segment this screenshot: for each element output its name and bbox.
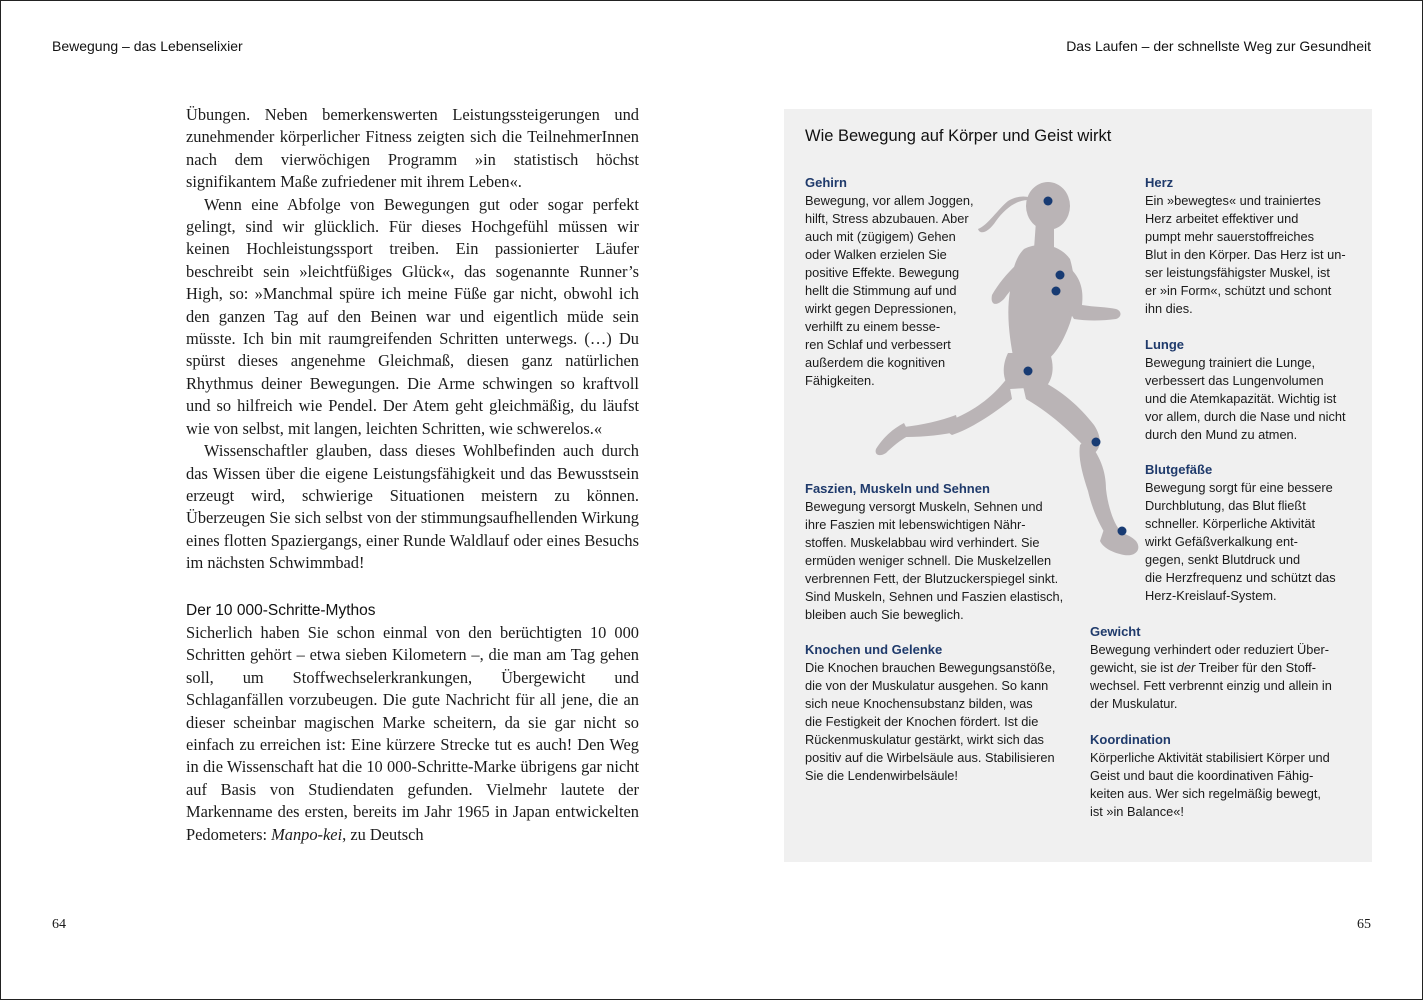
page-number-right: 65 [1357, 917, 1371, 932]
paragraph-4-text-start: Sicherlich haben Sie schon einmal von den berüchtigten 10 000 Schritten gehört – etwa sieben Kilometern –, die man am Tag gehen soll, um Stoffwechselerkrankungen, Übergewicht und Schlaganfällen vorzubeugen. Die gute Nachricht für all jene, die an dieser scheinbar magischen Marke scheitern, da sie gar nicht so einfach zu erreichen ist: Eine kürzere Strecke tut es auch! Den Weg in die Wissenschaft hat die 10 000-Schritte-Marke übrigens gar nicht auf Basis von Studiendaten gefunden. Vielmehr lautete der Markenname des ersten, bereits im Jahr 1965 in Japan entwickelten Pedometers: [186, 622, 639, 844]
topic-lunge-heading: Lunge [1145, 337, 1184, 352]
body-paragraph-1: Übungen. Neben bemerkenswerten Leistungssteigerungen und zunehmender körperlicher Fitness zeigten sich die TeilnehmerInnen nach dem vierwöchigen Programm »in statistisch höchst signifikantem Maße zufriedener mit ihrem Leben«. [186, 105, 639, 192]
topic-gehirn-heading: Gehirn [805, 175, 847, 190]
topic-blutgefaesse-heading: Blutgefäße [1145, 462, 1213, 477]
topic-gewicht-text-start: Bewegung verhindert oder reduziert Über- gewicht, sie ist [1090, 642, 1330, 675]
topic-knochen-text: Die Knochen brauchen Bewegungsanstöße, die von der Muskulatur ausgehen. So kann sich neue Knochensubstanz bilden, was die Festigkeit der Knochen fördert. Ist die Rückenmuskulatur gestärkt, wirkt sich das positiv auf die Wirbelsäule aus. Stabilisieren Sie die Lendenwirbelsäule! [805, 660, 1056, 783]
lung-marker-dot [1052, 287, 1061, 296]
topic-lunge [1145, 336, 1346, 444]
topic-knochen-heading: Knochen und Gelenke [805, 642, 943, 657]
muscle-marker-dot [1024, 367, 1033, 376]
topic-lunge-text: Bewegung trainiert die Lunge, verbessert das Lungenvolumen und die Atemkapazität. Wichtig ist vor allem, durch die Nase und nicht durch den Mund zu atmen. [1145, 355, 1346, 442]
topic-faszien [805, 480, 1063, 624]
brain-marker-dot [1044, 197, 1053, 206]
paragraph-4-text-end: , zu Deutsch [342, 824, 424, 844]
topic-herz-text: Ein »bewegtes« und trainiertes Herz arbeitet effektiver und pumpt mehr sauerstoffreiches Blut in den Körper. Das Herz ist un- ser leistungsfähigster Muskel, ist er »in Form«, schützt und schont ihn dies. [1145, 193, 1346, 316]
paragraph-4-italic-term: Manpo-kei [271, 824, 343, 844]
body-paragraph-4 [186, 622, 639, 846]
topic-herz [1145, 174, 1346, 318]
section-heading: Der 10 000-Schritte-Mythos [186, 601, 376, 619]
running-head-left: Bewegung – das Lebenselixier [52, 38, 243, 54]
heart-marker-dot [1056, 271, 1065, 280]
infobox-title: Wie Bewegung auf Körper und Geist wirkt [805, 127, 1112, 145]
topic-blutgefaesse-text: Bewegung sorgt für eine bessere Durchblutung, das Blut fließt schneller. Körperliche Aktivität wirkt Gefäßverkalkung ent- gegen, senkt Blutdruck und die Herzfrequenz und schützt das Herz-Kreislauf-System. [1145, 480, 1336, 603]
topic-gewicht-text-end: Treiber für den Stoff- wechsel. Fett verbrennt einzig und allein in der Muskulatur. [1090, 660, 1332, 711]
left-page-text-column [186, 104, 639, 846]
topic-gehirn [805, 174, 974, 390]
topic-gewicht-text [1090, 641, 1332, 713]
topic-gewicht [1090, 623, 1332, 713]
running-head-right: Das Laufen – der schnellste Weg zur Gesundheit [1066, 38, 1371, 54]
topic-faszien-text: Bewegung versorgt Muskeln, Sehnen und ihre Faszien mit lebenswichtigen Nähr- stoffen. Muskelabbau wird verhindert. Sie ermüden weniger schnell. Die Muskelzellen verbrennen Fett, der Blutzuckerspiegel sinkt. Sind Muskeln, Sehnen und Faszien elastisch, bleiben auch Sie beweglich. [805, 499, 1064, 622]
ankle-marker-dot [1118, 527, 1127, 536]
body-paragraph-2: Wenn eine Abfolge von Bewegungen gut oder sogar perfekt gelingt, sind wir glücklich. Für dieses Hochgefühl müssen wir keinen Hochleistungssport treiben. Ein passionierter Läufer beschreibt sein »leichtfüßiges Glück«, das sogenannte Runner’s High, so: »Manchmal spüre ich meine Füße gar nicht, obwohl ich den ganzen Tag auf den Beinen war und eigentlich müde sein müsste. Ich bin mit raumgreifenden Schritten unterwegs. (…) Du spürst dieses angenehme Gleichmaß, diesen ganz natürlichen Rhythmus deiner Bewegungen. Die Arme schwingen so kraftvoll und so hilfreich wie Pendel. Der Atem geht gleichmäßig, du läufst wie von selbst, mit langen, leichten Schritten, wie schwerelos.« [186, 194, 639, 438]
topic-knochen [805, 641, 1055, 785]
page-number-left: 64 [52, 917, 66, 932]
topic-gewicht-heading: Gewicht [1090, 624, 1141, 639]
topic-faszien-heading: Faszien, Muskeln und Sehnen [805, 481, 990, 496]
knee-marker-dot [1092, 438, 1101, 447]
topic-koordination [1090, 731, 1330, 821]
infobox-panel [784, 109, 1372, 862]
topic-koordination-text: Körperliche Aktivität stabilisiert Körper und Geist und baut die koordinativen Fähig- keiten aus. Wer sich regelmäßig bewegt, ist »in Balance«! [1090, 750, 1330, 819]
topic-herz-heading: Herz [1145, 175, 1174, 190]
topic-gehirn-text: Bewegung, vor allem Joggen, hilft, Stress abzubauen. Aber auch mit (zügigem) Gehen oder Walken erzielen Sie positive Effekte. Bewegung hellt die Stimmung auf und wirkt gegen Depressionen, verhilft zu einem besse- ren Schlaf und verbessert außerdem die kognitiven Fähigkeiten. [805, 193, 974, 388]
topic-koordination-heading: Koordination [1090, 732, 1171, 747]
topic-gewicht-italic-word: der [1176, 660, 1196, 675]
body-paragraph-3: Wissenschaftler glauben, dass dieses Wohlbefinden auch durch das Wissen über die eigene Leistungsfähigkeit und das Bewusstsein erzeugt wird, schwierige Situationen meistern zu können. Überzeugen Sie sich selbst von der stimmungsaufhellenden Wirkung eines flotten Spaziergangs, einer Runde Waldlauf oder eines Besuchs im nächsten Schwimmbad! [186, 441, 639, 573]
topic-blutgefaesse [1145, 461, 1336, 605]
